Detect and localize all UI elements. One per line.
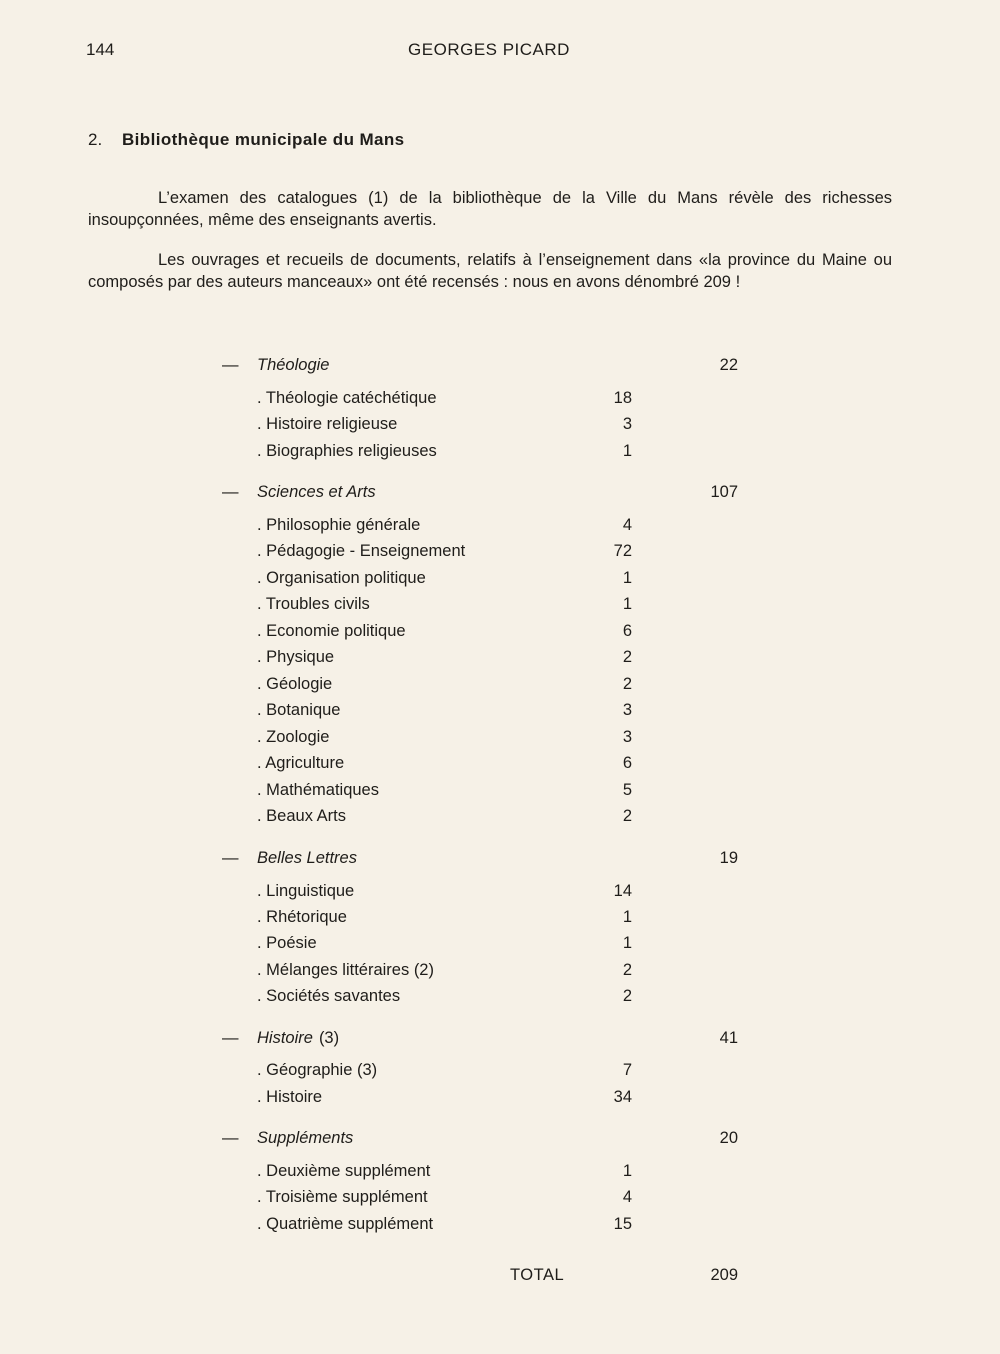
subcategory-value: 18 — [613, 389, 632, 407]
subcategory-row — [0, 542, 1000, 566]
category-label — [257, 849, 357, 868]
subcategory-row — [0, 728, 1000, 752]
section-heading — [88, 130, 405, 150]
subcategory-value: 1 — [622, 569, 632, 587]
paragraph: L’examen des catalogues (1) de la bibliothèque de la Ville du Mans révèle des richesses insoupçonnées, même des enseignants avertis. — [88, 188, 892, 229]
category-label — [257, 1129, 353, 1148]
subcategory-value: 1 — [622, 1162, 632, 1180]
subcategory-row — [0, 675, 1000, 699]
section-title: Bibliothèque municipale du Mans — [122, 130, 405, 149]
subcategory-row — [0, 389, 1000, 413]
category-row — [0, 1129, 1000, 1153]
subcategory-row — [0, 415, 1000, 439]
subcategory-row — [0, 442, 1000, 466]
subcategory-row — [0, 1088, 1000, 1112]
subcategory-row — [0, 701, 1000, 725]
subcategory-value: 4 — [622, 516, 632, 534]
subcategory-row — [0, 516, 1000, 540]
category-name: Suppléments — [257, 1129, 354, 1147]
subcategory-label: . Organisation politique — [257, 569, 426, 587]
category-total: 20 — [719, 1129, 738, 1147]
subcategory-label: . Troubles civils — [257, 595, 370, 613]
subcategory-row — [0, 1162, 1000, 1186]
subcategory-label: . Biographies religieuses — [257, 442, 437, 460]
category-dash: — — [222, 1129, 239, 1147]
subcategory-value: 3 — [622, 728, 632, 746]
running-title: GEORGES PICARD — [408, 40, 570, 59]
subcategory-label: . Rhétorique — [257, 908, 347, 926]
category-total: 107 — [710, 483, 738, 501]
subcategory-value: 15 — [613, 1215, 632, 1233]
subcategory-value: 5 — [622, 781, 632, 799]
subcategory-value: 34 — [613, 1088, 632, 1106]
subcategory-label: . Botanique — [257, 701, 341, 719]
category-note: (3) — [318, 1029, 340, 1047]
category-total: 19 — [719, 849, 738, 867]
subcategory-label: . Théologie catéchétique — [257, 389, 437, 407]
subcategory-value: 2 — [622, 807, 632, 825]
section-number: 2. — [88, 130, 103, 149]
subcategory-row — [0, 754, 1000, 778]
subcategory-label: . Philosophie générale — [257, 516, 421, 534]
subcategory-value: 14 — [613, 882, 632, 900]
category-dash: — — [222, 483, 239, 501]
subcategory-label: . Sociétés savantes — [257, 987, 401, 1005]
subcategory-value: 72 — [613, 542, 632, 560]
subcategory-value: 2 — [622, 961, 632, 979]
category-name: Belles Lettres — [257, 849, 357, 867]
subcategory-label: . Poésie — [257, 934, 317, 952]
category-name: Sciences et Arts — [257, 483, 376, 501]
subcategory-label: . Beaux Arts — [257, 807, 346, 825]
subcategory-row — [0, 1188, 1000, 1212]
paragraph: Les ouvrages et recueils de documents, relatifs à l’enseignement dans «la province du Maine ou composés par des auteurs manceaux» ont été recensés : nous en avons dénombré 209 ! — [88, 250, 892, 291]
total-row — [0, 1266, 1000, 1290]
subcategory-value: 2 — [622, 648, 632, 666]
subcategory-value: 4 — [622, 1188, 632, 1206]
subcategory-row — [0, 934, 1000, 958]
subcategory-value: 6 — [622, 754, 632, 772]
category-row — [0, 1029, 1000, 1053]
subcategory-label: . Linguistique — [257, 882, 355, 900]
subcategory-row — [0, 908, 1000, 932]
category-row — [0, 483, 1000, 507]
category-name: Théologie — [257, 356, 330, 374]
category-name: Histoire — [257, 1029, 313, 1047]
subcategory-label: . Agriculture — [257, 754, 345, 772]
subcategory-row — [0, 882, 1000, 906]
subcategory-value: 3 — [622, 415, 632, 433]
subcategory-label: . Economie politique — [257, 622, 406, 640]
subcategory-label: . Géographie (3) — [257, 1061, 378, 1079]
subcategory-row — [0, 781, 1000, 805]
total-label: TOTAL — [510, 1266, 565, 1284]
subcategory-value: 2 — [622, 675, 632, 693]
subcategory-row — [0, 648, 1000, 672]
subcategory-row — [0, 595, 1000, 619]
category-total: 41 — [719, 1029, 738, 1047]
subcategory-value: 3 — [622, 701, 632, 719]
subcategory-row — [0, 987, 1000, 1011]
subcategory-value: 1 — [622, 908, 632, 926]
category-total: 22 — [719, 356, 738, 374]
subcategory-label: . Pédagogie - Enseignement — [257, 542, 466, 560]
category-dash: — — [222, 356, 239, 374]
subcategory-row — [0, 807, 1000, 831]
subcategory-value: 1 — [622, 442, 632, 460]
category-dash: — — [222, 1029, 239, 1047]
subcategory-value: 7 — [622, 1061, 632, 1079]
subcategory-label: . Zoologie — [257, 728, 330, 746]
subcategory-row — [0, 1215, 1000, 1239]
subcategory-row — [0, 961, 1000, 985]
subcategory-label: . Quatrième supplément — [257, 1215, 434, 1233]
category-row — [0, 849, 1000, 873]
subcategory-label: . Physique — [257, 648, 335, 666]
subcategory-label: . Deuxième supplément — [257, 1162, 431, 1180]
category-label — [257, 483, 376, 502]
category-row — [0, 356, 1000, 380]
subcategory-value: 2 — [622, 987, 632, 1005]
category-label — [257, 1029, 339, 1048]
total-value: 209 — [710, 1266, 738, 1284]
category-dash: — — [222, 849, 239, 867]
subcategory-row — [0, 1061, 1000, 1085]
subcategory-label: . Histoire — [257, 1088, 323, 1106]
subcategory-row — [0, 569, 1000, 593]
category-label — [257, 356, 329, 375]
subcategory-value: 1 — [622, 595, 632, 613]
subcategory-row — [0, 622, 1000, 646]
subcategory-label: . Histoire religieuse — [257, 415, 398, 433]
subcategory-label: . Géologie — [257, 675, 333, 693]
page-number: 144 — [86, 40, 115, 59]
subcategory-label: . Troisième supplément — [257, 1188, 428, 1206]
subcategory-value: 1 — [622, 934, 632, 952]
subcategory-label: . Mathématiques — [257, 781, 379, 799]
subcategory-value: 6 — [622, 622, 632, 640]
subcategory-label: . Mélanges littéraires (2) — [257, 961, 434, 979]
